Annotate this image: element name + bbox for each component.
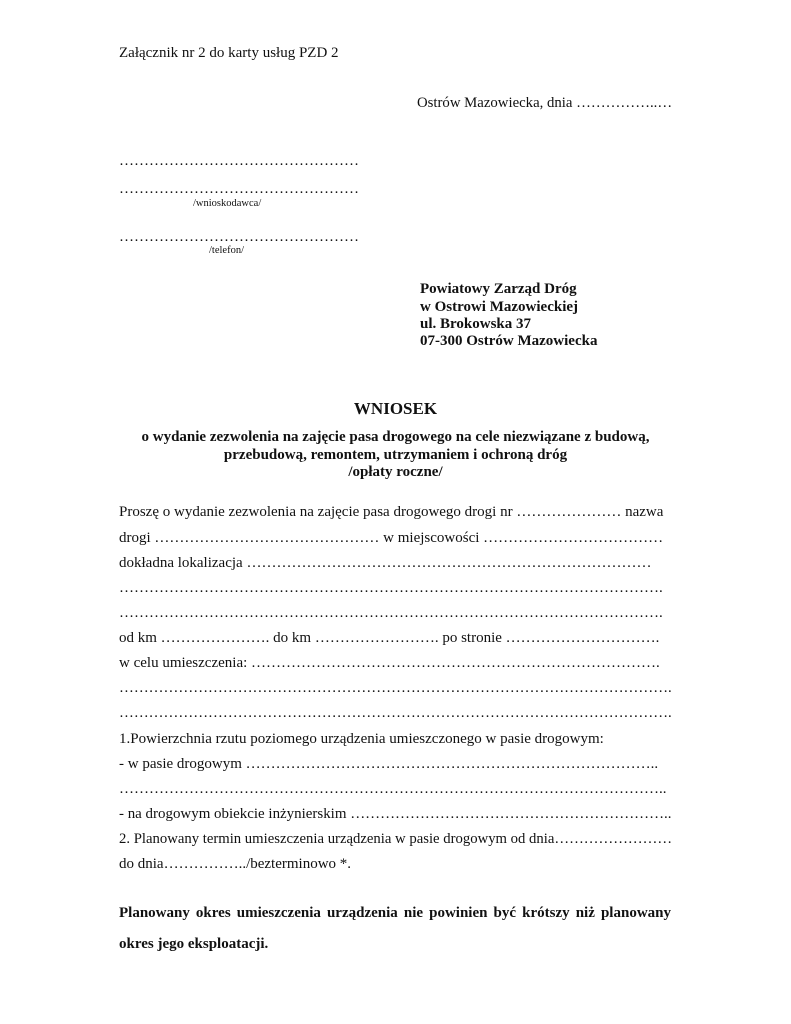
form-line: dokładna lokalizacja ………………………………………………………………………: [119, 555, 652, 571]
applicant-line-1: …………………………………………: [119, 153, 359, 169]
form-line: 1.Powierzchnia rzutu poziomego urządzenia umieszczonego w pasie drogowym:: [119, 731, 604, 747]
recipient-line-1: Powiatowy Zarząd Dróg: [420, 281, 577, 297]
form-line: w celu umieszczenia: ……………………………………………………………………….: [119, 655, 660, 671]
form-line: drogi ……………………………………… w miejscowości ………………………………: [119, 530, 664, 546]
phone-caption: /telefon/: [209, 245, 244, 256]
form-line: od km …………………. do km ……………………. po stronie ………………………….: [119, 630, 660, 646]
recipient-line-4: 07-300 Ostrów Mazowiecka: [420, 333, 598, 349]
form-line: ……………………………………………………………………………………………….: [119, 580, 663, 596]
document-subtitle-2: przebudową, remontem, utrzymaniem i ochroną dróg: [223, 447, 568, 463]
applicant-line-2: …………………………………………: [119, 181, 359, 197]
form-line: do dnia……………../bezterminowo *.: [119, 856, 352, 872]
form-line: ………………………………………………………………………………………………..: [119, 781, 667, 797]
recipient-line-3: ul. Brokowska 37: [420, 316, 532, 332]
form-line: 2. Planowany termin umieszczenia urządzenia w pasie drogowym od dnia……………………: [119, 831, 673, 847]
form-line: ………………………………………………………………………………………………….: [119, 680, 672, 696]
applicant-caption: /wnioskodawca/: [193, 198, 262, 209]
document-subtitle-3: /opłaty roczne/: [348, 464, 443, 480]
form-line: ……………………………………………………………………………………………….: [119, 605, 663, 621]
phone-line: …………………………………………: [119, 229, 359, 245]
document-subtitle-1: o wydanie zezwolenia na zajęcie pasa drogowego na cele niezwiązane z budową,: [141, 429, 650, 445]
document-title: WNIOSEK: [353, 399, 438, 418]
form-line: ………………………………………………………………………………………………….: [119, 705, 672, 721]
form-line: - w pasie drogowym ………………………………………………………………………..: [119, 756, 659, 772]
form-line: Proszę o wydanie zezwolenia na zajęcie pasa drogowego drogi nr ………………… nazwa: [119, 504, 664, 520]
place-date-line: Ostrów Mazowiecka, dnia ……………..…: [417, 95, 673, 111]
attachment-note: Załącznik nr 2 do karty usług PZD 2: [119, 45, 339, 61]
recipient-line-2: w Ostrowi Mazowieckiej: [420, 299, 579, 315]
closing-note: Planowany okres umieszczenia urządzenia nie powinien być krótszy niż planowany okres jego eksploatacji.: [119, 905, 671, 952]
form-line: - na drogowym obiekcie inżynierskim ………………………………………………………..: [119, 806, 672, 822]
